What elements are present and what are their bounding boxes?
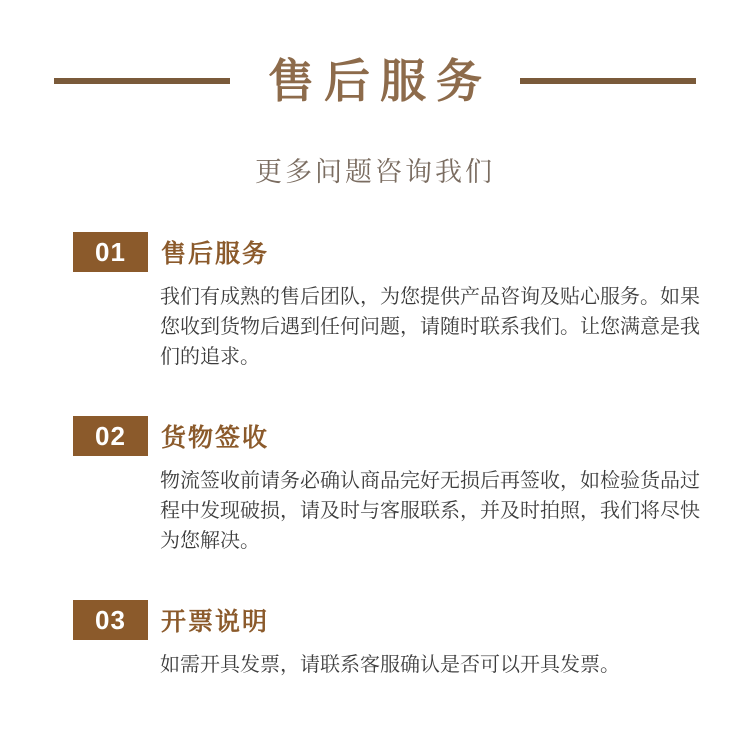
section-header (73, 232, 750, 272)
section-header (73, 600, 750, 640)
page-subtitle: 更多问题咨询我们 (255, 157, 495, 187)
title-divider-left (54, 78, 230, 84)
section-number-badge: 01 (73, 232, 148, 272)
section-header (73, 416, 750, 456)
page-header (0, 0, 750, 108)
section-body: 如需开具发票，请联系客服确认是否可以开具发票。 (160, 654, 620, 676)
page-title: 售后服务 (268, 55, 492, 107)
section-heading: 售后服务 (161, 240, 270, 268)
title-divider-right (520, 78, 696, 84)
section-goods-receipt (0, 416, 750, 556)
section-after-sales (0, 232, 750, 372)
section-list (0, 232, 750, 680)
section-number-badge: 02 (73, 416, 148, 456)
section-invoice-notes (0, 600, 750, 680)
section-body: 物流签收前请务必确认商品完好无损后再签收，如检验货品过程中发现破损，请及时与客服联系，并及时拍照，我们将尽快为您解决。 (160, 470, 700, 552)
section-heading: 货物签收 (161, 424, 270, 452)
section-body: 我们有成熟的售后团队，为您提供产品咨询及贴心服务。如果您收到货物后遇到任何问题，请随时联系我们。让您满意是我们的追求。 (160, 286, 700, 368)
section-number-badge: 03 (73, 600, 148, 640)
section-heading: 开票说明 (161, 608, 270, 636)
